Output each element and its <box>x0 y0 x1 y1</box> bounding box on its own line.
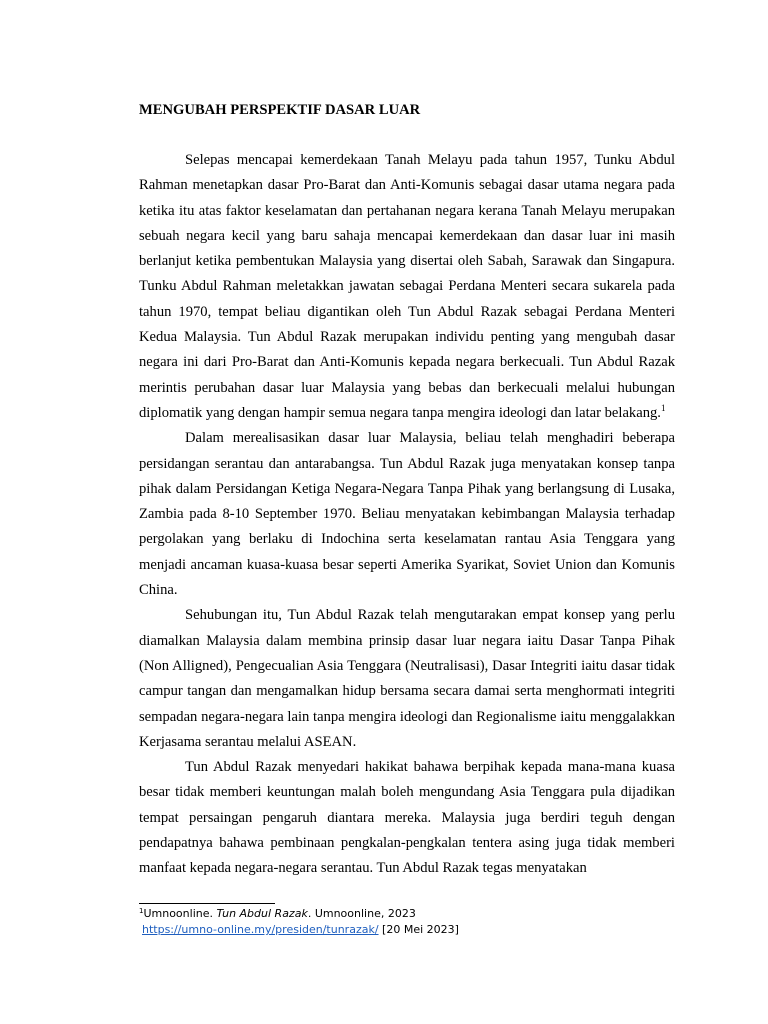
footnote-title: Tun Abdul Razak <box>216 907 308 920</box>
paragraph-2 <box>139 426 675 603</box>
footnote-publisher: . Umnoonline, 2023 <box>307 907 416 920</box>
footnote-source: Umnoonline. <box>143 907 217 920</box>
paragraph-4-text: Tun Abdul Razak menyedari hakikat bahawa berpihak kepada mana-mana kuasa besar tidak memberi keuntungan malah boleh mengundang Asia Tenggara pula dijadikan tempat persaingan pengaruh diantara mereka. Malaysia juga berdiri teguh dengan pendapatnya bahawa pembinaan pengkalan-pengkalan tentera asing juga tidak memberi manfaat kepada negara-negara serantau. Tun Abdul Razak tegas menyatakan <box>139 759 675 877</box>
paragraph-3-text: Sehubungan itu, Tun Abdul Razak telah mengutarakan empat konsep yang perlu diamalkan Malaysia dalam membina prinsip dasar luar negara iaitu Dasar Tanpa Pihak (Non Alligned), Pengecualian Asia Tenggara (Neutralisasi), Dasar Integriti iaitu dasar tidak campur tangan dan mengamalkan hidup bersama secara damai serta menghormati integriti sempadan negara-negara lain tanpa mengira ideologi dan Regionalisme iaitu menggalakkan Kerjasama serantau melalui ASEAN. <box>139 607 675 750</box>
footnote-citation <box>139 906 679 922</box>
paragraph-4 <box>139 755 675 881</box>
footnote-access-date: [20 Mei 2023] <box>382 923 459 936</box>
footnote <box>139 906 679 938</box>
document-title: MENGUBAH PERSPEKTIF DASAR LUAR <box>139 102 421 118</box>
paragraph-1 <box>139 148 675 426</box>
document-body <box>139 98 675 882</box>
paragraph-2-text: Dalam merealisasikan dasar luar Malaysia, beliau telah menghadiri beberapa persidangan serantau dan antarabangsa. Tun Abdul Razak juga menyatakan konsep tanpa pihak dalam Persidangan Ketiga Negara-Negara Tanpa Pihak yang berlangsung di Lusaka, Zambia pada 8-10 September 1970. Beliau menyatakan kebimbangan Malaysia terhadap pergolakan yang berlaku di Indochina serta keselamatan rantau Asia Tenggara yang menjadi ancaman kuasa-kuasa besar seperti Amerika Syarikat, Soviet Union dan Komunis China. <box>139 430 675 599</box>
footnote-url-link[interactable]: https://umno-online.my/presiden/tunrazak/ <box>142 923 379 936</box>
footnote-separator <box>139 903 275 904</box>
paragraph-1-text: Selepas mencapai kemerdekaan Tanah Melayu pada tahun 1957, Tunku Abdul Rahman menetapkan dasar Pro-Barat dan Anti-Komunis sebagai dasar utama negara pada ketika itu atas faktor keselamatan dan pertahanan negara kerana Tanah Melayu merupakan sebuah negara kecil yang baru sahaja mencapai kemerdekaan dan dasar luar ini masih berlanjut ketika pembentukan Malaysia yang disertai oleh Sabah, Sarawak dan Singapura. Tunku Abdul Rahman meletakkan jawatan sebagai Perdana Menteri secara sukarela pada tahun 1970, tempat beliau digantikan oleh Tun Abdul Razak sebagai Perdana Menteri Kedua Malaysia. Tun Abdul Razak merupakan individu penting yang mengubah dasar negara ini dari Pro-Barat dan Anti-Komunis kepada negara berkecuali. Tun Abdul Razak merintis perubahan dasar luar Malaysia yang bebas dan berkecuali melalui hubungan diplomatik yang dengan hampir semua negara tanpa mengira ideologi dan latar belakang. <box>139 152 675 421</box>
footnote-number: 1 <box>139 907 144 915</box>
footnote-link-line <box>139 922 679 938</box>
paragraph-3 <box>139 603 675 755</box>
footnote-reference[interactable]: 1 <box>660 402 666 413</box>
